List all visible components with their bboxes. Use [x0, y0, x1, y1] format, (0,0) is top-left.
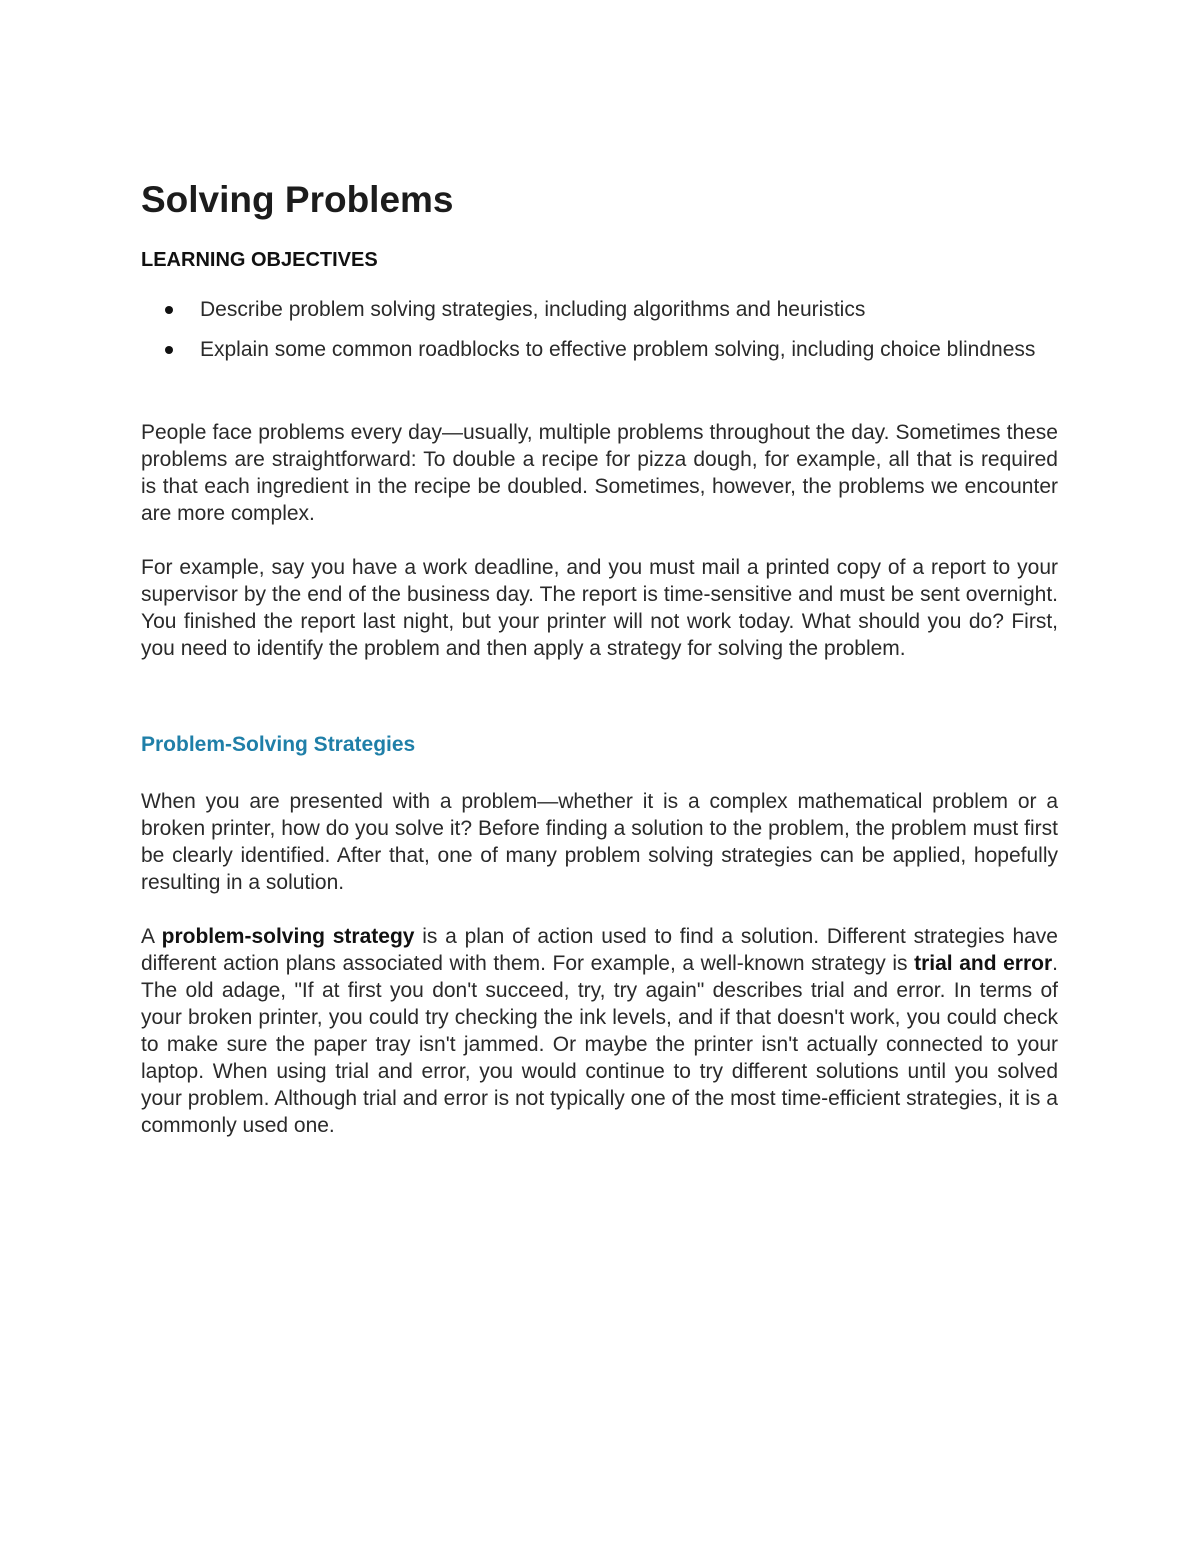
list-item: [141, 336, 1058, 363]
paragraph-intro: People face problems every day—usually, multiple problems throughout the day. Sometimes these problems are straightforward: To double a recipe for pizza dough, for example, all that is required is that each ingredient in the recipe be doubled. Sometimes, however, the problems we encounter are more complex.: [141, 421, 1058, 525]
learning-objectives-list: [141, 296, 1058, 376]
term-trial-and-error: trial and error: [914, 952, 1053, 975]
term-problem-solving-strategy: problem-solving strategy: [161, 925, 415, 948]
bullet-icon: [165, 306, 173, 314]
bullet-icon: [165, 346, 173, 354]
text-segment: is a plan of action used to find a solution. Different strategies have different action plans associated with them. For example, a well-known strategy is: [141, 925, 1058, 975]
page-title: Solving Problems: [141, 179, 454, 220]
section-heading: Problem-Solving Strategies: [141, 733, 416, 756]
text-segment: A: [141, 925, 162, 948]
paragraph-example: For example, say you have a work deadline, and you must mail a printed copy of a report to your supervisor by the end of the business day. The report is time-sensitive and must be sent overnight. You finished the report last night, but your printer will not work today. What should you do? First, you need to identify the problem and then apply a strategy for solving the problem.: [141, 556, 1058, 660]
paragraph-strategy-definition: [141, 923, 1058, 1139]
objective-text: Explain some common roadblocks to effective problem solving, including choice blindness: [200, 338, 1036, 361]
paragraph-strategies-intro: When you are presented with a problem—whether it is a complex mathematical problem or a broken printer, how do you solve it? Before finding a solution to the problem, the problem must first be clearly identified. After that, one of many problem solving strategies can be applied, hopefully resulting in a solution.: [141, 790, 1058, 894]
learning-objectives-heading: LEARNING OBJECTIVES: [141, 249, 378, 271]
text-segment: . The old adage, "If at first you don't succeed, try, try again" describes trial and error. In terms of your broken printer, you could try checking the ink levels, and if that doesn't work, you could check to make sure the paper tray isn't jammed. Or maybe the printer isn't actually connected to your laptop. When using trial and error, you would continue to try different solutions until you solved your problem. Although trial and error is not typically one of the most time-efficient strategies, it is a commonly used one.: [141, 952, 1058, 1137]
list-item: [141, 296, 1058, 323]
objective-text: Describe problem solving strategies, including algorithms and heuristics: [200, 298, 866, 321]
